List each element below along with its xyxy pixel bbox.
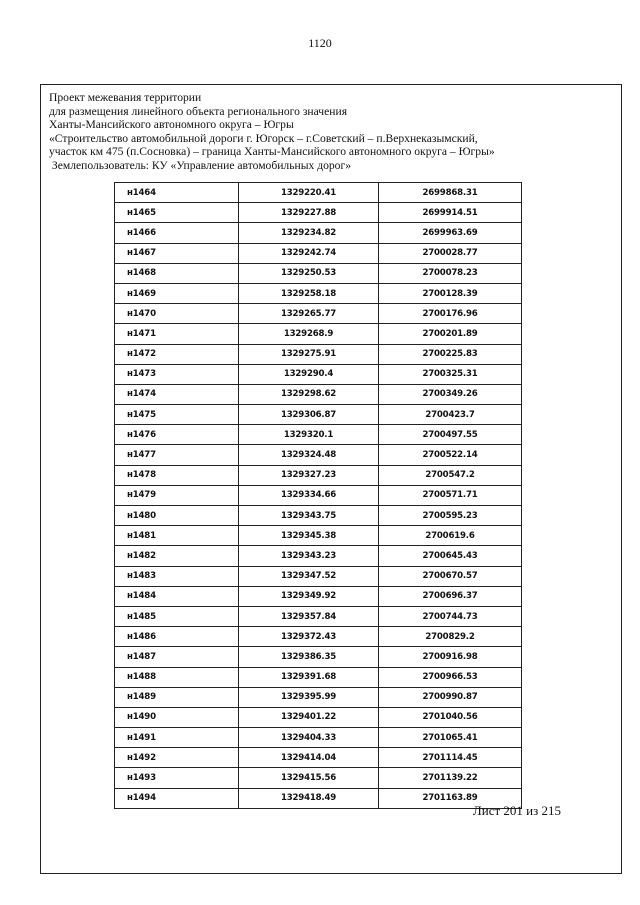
point-id-cell: н1492 (115, 748, 239, 768)
point-id-cell: н1490 (115, 707, 239, 727)
y-coordinate-cell: 2700028.77 (379, 243, 522, 263)
point-id-cell: н1465 (115, 203, 239, 223)
y-coordinate-cell: 2701163.89 (379, 788, 522, 808)
x-coordinate-cell: 1329320.1 (239, 425, 379, 445)
table-row (115, 667, 522, 687)
x-coordinate-cell: 1329227.88 (239, 203, 379, 223)
point-id-cell: н1476 (115, 425, 239, 445)
x-coordinate-cell: 1329418.49 (239, 788, 379, 808)
y-coordinate-cell: 2700829.2 (379, 627, 522, 647)
y-coordinate-cell: 2700966.53 (379, 667, 522, 687)
point-id-cell: н1469 (115, 283, 239, 303)
header-line: Проект межевания территории (49, 91, 202, 104)
header-line: Ханты-Мансийского автономного округа – Югры (49, 118, 294, 132)
y-coordinate-cell: 2699963.69 (379, 223, 522, 243)
header-line: для размещения линейного объекта регионального значения (49, 104, 348, 118)
point-id-cell: н1475 (115, 405, 239, 425)
table-row (115, 627, 522, 647)
table-row (115, 324, 522, 344)
y-coordinate-cell: 2699868.31 (379, 183, 522, 203)
y-coordinate-cell: 2700990.87 (379, 687, 522, 707)
y-coordinate-cell: 2700325.31 (379, 364, 522, 384)
point-id-cell: н1478 (115, 465, 239, 485)
x-coordinate-cell: 1329234.82 (239, 223, 379, 243)
table-row (115, 243, 522, 263)
table-row (115, 304, 522, 324)
x-coordinate-cell: 1329258.18 (239, 283, 379, 303)
table-row (115, 506, 522, 526)
x-coordinate-cell: 1329334.66 (239, 485, 379, 505)
document-header (49, 91, 609, 173)
sheet-number: Лист 201 из 215 (472, 803, 561, 818)
y-coordinate-cell: 2700916.98 (379, 647, 522, 667)
x-coordinate-cell: 1329372.43 (239, 627, 379, 647)
x-coordinate-cell: 1329404.33 (239, 728, 379, 748)
table-row (115, 384, 522, 404)
y-coordinate-cell: 2700522.14 (379, 445, 522, 465)
x-coordinate-cell: 1329414.04 (239, 748, 379, 768)
coordinates-table (114, 182, 522, 809)
table-row (115, 203, 522, 223)
table-row (115, 223, 522, 243)
table-row (115, 788, 522, 808)
point-id-cell: н1482 (115, 546, 239, 566)
y-coordinate-cell: 2701040.56 (379, 707, 522, 727)
table-row (115, 344, 522, 364)
point-id-cell: н1467 (115, 243, 239, 263)
point-id-cell: н1477 (115, 445, 239, 465)
point-id-cell: н1479 (115, 485, 239, 505)
point-id-cell: н1471 (115, 324, 239, 344)
x-coordinate-cell: 1329242.74 (239, 243, 379, 263)
x-coordinate-cell: 1329324.48 (239, 445, 379, 465)
x-coordinate-cell: 1329345.38 (239, 526, 379, 546)
y-coordinate-cell: 2699914.51 (379, 203, 522, 223)
x-coordinate-cell: 1329250.53 (239, 263, 379, 283)
table-row (115, 768, 522, 788)
table-row (115, 465, 522, 485)
point-id-cell: н1464 (115, 183, 239, 203)
x-coordinate-cell: 1329306.87 (239, 405, 379, 425)
table-row (115, 647, 522, 667)
table-row (115, 183, 522, 203)
x-coordinate-cell: 1329220.41 (239, 183, 379, 203)
x-coordinate-cell: 1329298.62 (239, 384, 379, 404)
x-coordinate-cell: 1329386.35 (239, 647, 379, 667)
x-coordinate-cell: 1329401.22 (239, 707, 379, 727)
point-id-cell: н1489 (115, 687, 239, 707)
table-row (115, 707, 522, 727)
point-id-cell: н1491 (115, 728, 239, 748)
point-id-cell: н1483 (115, 566, 239, 586)
y-coordinate-cell: 2701065.41 (379, 728, 522, 748)
y-coordinate-cell: 2700619.6 (379, 526, 522, 546)
x-coordinate-cell: 1329265.77 (239, 304, 379, 324)
y-coordinate-cell: 2700696.37 (379, 586, 522, 606)
table-row (115, 687, 522, 707)
y-coordinate-cell: 2700225.83 (379, 344, 522, 364)
table-row (115, 445, 522, 465)
point-id-cell: н1472 (115, 344, 239, 364)
point-id-cell: н1480 (115, 506, 239, 526)
y-coordinate-cell: 2700595.23 (379, 506, 522, 526)
point-id-cell: н1484 (115, 586, 239, 606)
point-id-cell: н1487 (115, 647, 239, 667)
table-row (115, 425, 522, 445)
x-coordinate-cell: 1329290.4 (239, 364, 379, 384)
header-line: участок км 475 (п.Сосновка) – граница Ханты-Мансийского автономного округа – Югры» (49, 145, 495, 159)
point-id-cell: н1493 (115, 768, 239, 788)
point-id-cell: н1473 (115, 364, 239, 384)
y-coordinate-cell: 2700423.7 (379, 405, 522, 425)
document-frame (40, 84, 622, 874)
table-row (115, 283, 522, 303)
y-coordinate-cell: 2700645.43 (379, 546, 522, 566)
point-id-cell: н1474 (115, 384, 239, 404)
table-row (115, 748, 522, 768)
x-coordinate-cell: 1329349.92 (239, 586, 379, 606)
y-coordinate-cell: 2700497.55 (379, 425, 522, 445)
point-id-cell: н1488 (115, 667, 239, 687)
x-coordinate-cell: 1329268.9 (239, 324, 379, 344)
table-row (115, 485, 522, 505)
x-coordinate-cell: 1329347.52 (239, 566, 379, 586)
point-id-cell: н1485 (115, 606, 239, 626)
y-coordinate-cell: 2701139.22 (379, 768, 522, 788)
table-row (115, 606, 522, 626)
y-coordinate-cell: 2700176.96 (379, 304, 522, 324)
point-id-cell: н1468 (115, 263, 239, 283)
table-row (115, 526, 522, 546)
table-row (115, 263, 522, 283)
table-row (115, 546, 522, 566)
table-row (115, 566, 522, 586)
table-row (115, 728, 522, 748)
point-id-cell: н1486 (115, 627, 239, 647)
table-row (115, 364, 522, 384)
table-row (115, 586, 522, 606)
x-coordinate-cell: 1329343.23 (239, 546, 379, 566)
header-line: Землепользователь: КУ «Управление автомобильных дорог» (49, 158, 352, 172)
table-row (115, 405, 522, 425)
x-coordinate-cell: 1329343.75 (239, 506, 379, 526)
x-coordinate-cell: 1329391.68 (239, 667, 379, 687)
point-id-cell: н1494 (115, 788, 239, 808)
y-coordinate-cell: 2700349.26 (379, 384, 522, 404)
y-coordinate-cell: 2700547.2 (379, 465, 522, 485)
point-id-cell: н1466 (115, 223, 239, 243)
header-line: «Строительство автомобильной дороги г. Югорск – г.Советский – п.Верхнеказымский, (49, 131, 478, 145)
y-coordinate-cell: 2700078.23 (379, 263, 522, 283)
y-coordinate-cell: 2700670.57 (379, 566, 522, 586)
x-coordinate-cell: 1329415.56 (239, 768, 379, 788)
page-number: 1120 (308, 36, 332, 50)
x-coordinate-cell: 1329357.84 (239, 606, 379, 626)
y-coordinate-cell: 2700128.39 (379, 283, 522, 303)
x-coordinate-cell: 1329275.91 (239, 344, 379, 364)
y-coordinate-cell: 2700744.73 (379, 606, 522, 626)
point-id-cell: н1481 (115, 526, 239, 546)
y-coordinate-cell: 2701114.45 (379, 748, 522, 768)
y-coordinate-cell: 2700201.89 (379, 324, 522, 344)
y-coordinate-cell: 2700571.71 (379, 485, 522, 505)
x-coordinate-cell: 1329327.23 (239, 465, 379, 485)
x-coordinate-cell: 1329395.99 (239, 687, 379, 707)
point-id-cell: н1470 (115, 304, 239, 324)
